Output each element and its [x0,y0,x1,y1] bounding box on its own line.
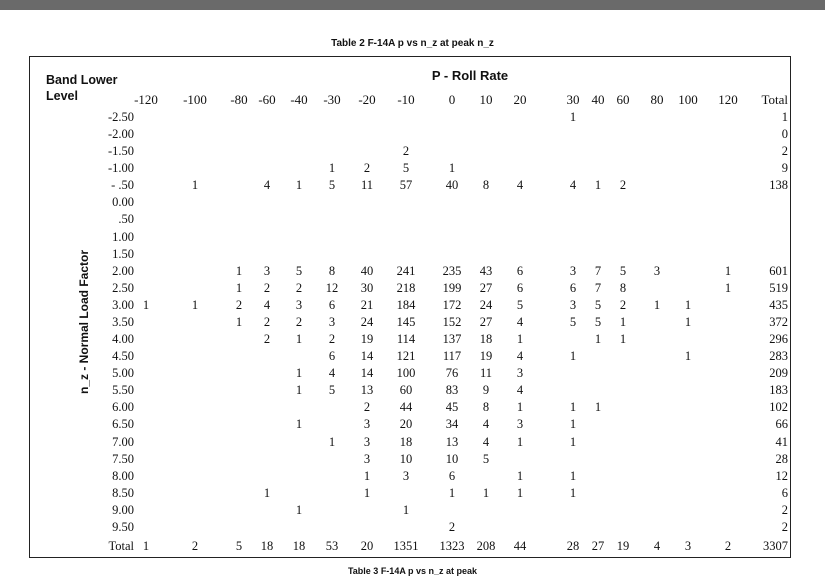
table-cell: 8 [619,280,627,295]
table-cell: 18 [292,539,306,553]
row-label: 8.50 [112,485,134,500]
table-cell: 5 [328,383,336,398]
table-cell: 218 [396,280,416,295]
table-cell: 5 [594,297,602,312]
column-header: 60 [616,92,630,107]
table-cell: 30 [360,280,374,295]
row-label: 4.00 [112,332,134,347]
table-cell: 14 [360,349,374,364]
table-cell: 3 [363,417,371,432]
table-cell: 18 [399,434,413,449]
table-cell: 1 [516,400,524,415]
table-cell: 19 [616,539,630,553]
table-cell: 184 [396,297,416,312]
table-cell: 4 [516,178,524,193]
table-cell: 5 [569,314,577,329]
table-cell: 3 [295,297,303,312]
table-cell: 1 [328,161,336,176]
table-cell: 2 [448,519,456,534]
table-cell: 1 [594,178,602,193]
roll-rate-title: P - Roll Rate [431,68,509,83]
band-lower-label: Band Lower [46,73,118,87]
row-label: 4.50 [112,349,134,364]
table-cell: 1 [295,366,303,381]
table-cell: 2 [295,314,303,329]
row-label: -1.50 [107,144,134,159]
table-cell: 4 [328,366,336,381]
table-cell: 8 [482,178,490,193]
table-cell: 1 [448,485,456,500]
row-total: 12 [775,468,788,483]
table-cell: 1323 [439,539,465,553]
row-total: 435 [769,297,788,312]
table-cell: 1 [516,434,524,449]
table-cell: 2 [619,178,627,193]
table-cell: 12 [325,280,339,295]
table-cell: 27 [479,314,493,329]
table-cell: 1 [516,332,524,347]
table-cell: 1 [619,314,627,329]
table-cell: 145 [396,314,416,329]
table-cell: 4 [263,178,271,193]
table-cell: 45 [445,400,459,415]
table-cell: 1 [363,485,371,500]
row-total: 28 [775,451,788,466]
table-cell: 6 [328,297,336,312]
table-cell: 5 [295,263,303,278]
table-cell: 10 [399,451,413,466]
table-cell: 3 [516,417,524,432]
row-label: 1.50 [112,246,134,261]
column-header: -30 [323,92,341,107]
table-cell: 4 [263,297,271,312]
table-cell: 5 [516,297,524,312]
table-cell: 60 [399,383,413,398]
table-cell: 1 [363,468,371,483]
table-cell: 2 [263,280,271,295]
table-cell: 100 [396,366,416,381]
table-cell: 24 [479,297,493,312]
row-total: 2 [781,144,788,159]
table-cell: 114 [396,332,416,347]
table-cell: 3 [569,297,577,312]
row-total: 296 [769,332,788,347]
table-cell: 4 [482,434,490,449]
table-cell: 1 [142,297,150,312]
row-total: 601 [769,263,788,278]
table-cell: 1 [653,297,661,312]
table-cell: 3 [516,366,524,381]
table-cell: 43 [479,263,493,278]
row-label: 2.50 [112,280,134,295]
row-total: 41 [775,434,788,449]
table-cell: 2 [295,280,303,295]
column-header: -100 [183,92,207,107]
table-cell: 3 [569,263,577,278]
table-cell: 117 [442,349,462,364]
table-cell: 2 [263,332,271,347]
row-total: 102 [769,400,788,415]
column-header: 40 [591,92,605,107]
table-cell: 1 [569,400,577,415]
table-cell: 199 [442,280,462,295]
table-cell: 1 [295,383,303,398]
table-cell: 19 [360,332,374,347]
table-cell: 1 [569,349,577,364]
table-cell: 5 [402,161,410,176]
table-cell: 6 [328,349,336,364]
table-cell: 2 [235,297,243,312]
table-cell: 2 [328,332,336,347]
table-cell: 1 [448,161,456,176]
row-label: -2.50 [107,110,134,124]
row-total: 183 [769,383,788,398]
table-cell: 1 [684,349,692,364]
column-header: -60 [258,92,276,107]
table-cell: 152 [442,314,462,329]
row-total: 66 [775,417,788,432]
table-cell: 3 [363,434,371,449]
table-cell: 1 [328,434,336,449]
row-label: 7.00 [112,434,134,449]
table-cell: 5 [328,178,336,193]
table-cell: 9 [482,383,490,398]
nz-axis-label: n_z - Normal Load Factor [77,249,91,395]
table-cell: 5 [594,314,602,329]
table-cell: 6 [516,263,524,278]
table-cell: 24 [360,314,374,329]
table-cell: 21 [360,297,374,312]
table-cell: 208 [476,539,496,553]
column-header: 80 [650,92,664,107]
column-header: 120 [718,92,738,107]
row-label: 2.00 [112,263,134,278]
table-caption: Table 2 F-14A p vs n_z at peak n_z [331,38,494,49]
table-cell: 241 [396,263,416,278]
row-label: -2.00 [107,127,134,142]
table-cell: 8 [482,400,490,415]
column-header: 20 [513,92,527,107]
column-header: -20 [358,92,376,107]
table-cell: 1 [402,502,410,517]
table-cell: 1 [569,434,577,449]
table-cell: 4 [653,539,661,553]
row-total: 519 [769,280,788,295]
column-header: 0 [448,92,456,107]
table-cell: 1 [142,539,150,553]
row-total: 2 [781,502,788,517]
table-cell: 1 [516,468,524,483]
table-cell: 5 [482,451,490,466]
table-cell: 1 [569,468,577,483]
table-cell: 7 [594,280,602,295]
table-cell: 121 [396,349,416,364]
row-label: 8.00 [112,468,134,483]
table-cell: 27 [591,539,605,553]
table-cell: 235 [442,263,462,278]
table-cell: 1 [235,314,243,329]
row-total: 0 [781,127,788,142]
table-cell: 1 [684,314,692,329]
table-cell: 28 [566,539,580,553]
row-label: 5.00 [112,366,134,381]
row-label: -1.00 [107,161,134,176]
table-cell: 6 [448,468,456,483]
table-cell: 40 [445,178,459,193]
top-bar [0,0,825,10]
table-cell: 1 [295,502,303,517]
table-cell: 1 [619,332,627,347]
row-total: 9 [781,161,788,176]
table-cell: 1 [295,178,303,193]
table-cell: 1 [235,263,243,278]
table-cell: 4 [516,383,524,398]
table-cell: 1 [191,297,199,312]
table-cell: 4 [516,349,524,364]
table-cell: 1 [594,332,602,347]
table-cell: 1 [569,110,577,124]
table-cell: 1 [482,485,490,500]
row-total: 283 [769,349,788,364]
table-cell: 1 [569,485,577,500]
table-cell: 1351 [393,539,419,553]
row-label: 5.50 [112,383,134,398]
column-header: -10 [397,92,415,107]
row-total: 3307 [763,539,788,553]
table-cell: 4 [516,314,524,329]
column-header: -80 [230,92,248,107]
row-label: 9.00 [112,502,134,517]
table-cell: 1 [516,485,524,500]
row-label: 3.50 [112,314,134,329]
row-label: 9.50 [112,519,134,534]
row-label: 1.00 [112,229,134,244]
row-total: 372 [769,314,788,329]
table-cell: 3 [402,468,410,483]
column-header: 10 [479,92,493,107]
table-cell: 1 [235,280,243,295]
table-cell: 3 [363,451,371,466]
row-total: 2 [781,519,788,534]
table-cell: 53 [325,539,339,553]
table-cell: 18 [479,332,493,347]
row-label: Total [108,539,134,553]
table-cell: 1 [295,417,303,432]
table-cell: 1 [569,417,577,432]
table-cell: 2 [619,297,627,312]
table-cell: 83 [445,383,459,398]
next-table-caption: Table 3 F-14A p vs n_z at peak [347,566,478,576]
table-cell: 7 [594,263,602,278]
table-cell: 6 [569,280,577,295]
table-cell: 44 [513,539,527,553]
row-label: 6.00 [112,400,134,415]
column-header: -40 [290,92,308,107]
column-header: 100 [678,92,698,107]
row-total: 209 [769,366,788,381]
table-cell: 6 [516,280,524,295]
table-cell: 137 [442,332,462,347]
column-header: -120 [134,92,158,107]
table-cell: 2 [363,400,371,415]
table-cell: 11 [360,178,374,193]
table-cell: 13 [445,434,459,449]
level-label: Level [46,89,78,103]
table-cell: 57 [399,178,413,193]
row-total: 1 [781,110,788,124]
table-cell: 13 [360,383,374,398]
table-cell: 44 [399,400,413,415]
row-label: 3.00 [112,297,134,312]
table-cell: 1 [191,178,199,193]
table-cell: 3 [653,263,661,278]
row-total: 6 [781,485,788,500]
table-cell: 34 [445,417,459,432]
table-cell: 1 [684,297,692,312]
table-cell: 2 [402,144,410,159]
table-cell: 19 [479,349,493,364]
table-cell: 40 [360,263,374,278]
table-cell: 4 [569,178,577,193]
row-label: .50 [118,212,134,227]
table-cell: 1 [724,263,732,278]
table-cell: 2 [263,314,271,329]
table-cell: 2 [191,539,199,553]
row-label: 7.50 [112,451,134,466]
table-cell: 10 [445,451,459,466]
row-label: 0.00 [112,195,134,210]
table-cell: 4 [482,417,490,432]
row-total: 138 [769,178,788,193]
table-cell: 172 [442,297,462,312]
table-cell: 27 [479,280,493,295]
table-cell: 1 [724,280,732,295]
table-cell: 2 [363,161,371,176]
row-label: 6.50 [112,417,134,432]
table-cell: 1 [263,485,271,500]
table-cell: 3 [263,263,271,278]
table-cell: 18 [260,539,274,553]
table-cell: 5 [619,263,627,278]
table-cell: 1 [594,400,602,415]
table-cell: 2 [724,539,732,553]
table-cell: 76 [445,366,459,381]
table-cell: 20 [360,539,374,553]
table-cell: 3 [328,314,336,329]
column-header: 30 [566,92,580,107]
row-label: - .50 [111,178,134,193]
table-cell: 1 [295,332,303,347]
table-cell: 5 [235,539,243,553]
table-cell: 20 [399,417,413,432]
table-cell: 11 [479,366,493,381]
table-cell: 3 [684,539,692,553]
table-cell: 14 [360,366,374,381]
table-cell: 8 [328,263,336,278]
total-column-header: Total [761,92,788,107]
